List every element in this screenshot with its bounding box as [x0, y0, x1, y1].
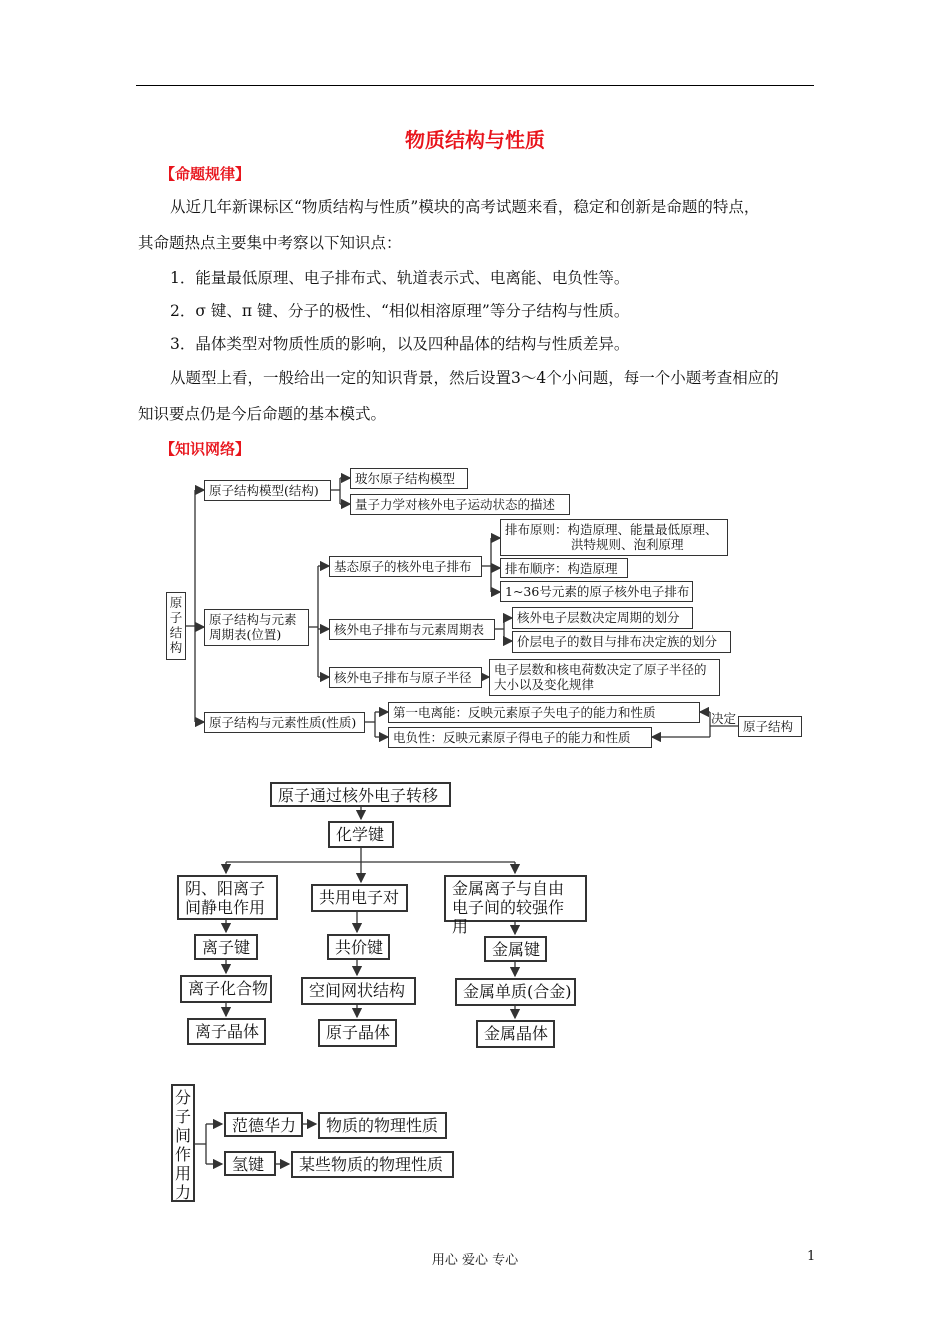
outro-line-2: 知识要点仍是今后命题的基本模式。: [138, 405, 387, 423]
periodic-table-box: 原子结构与元素周期表(位置): [204, 609, 309, 646]
intro-line-2: 其命题热点主要集中考察以下知识点：: [138, 234, 402, 252]
radius-desc-box: [489, 659, 720, 696]
atom-structure-box: 原子结构: [738, 716, 802, 737]
decide-label: 决定: [711, 711, 737, 726]
intermolecular-force-root: 分子间作用力: [171, 1084, 195, 1202]
ionic-bond-box: 离子键: [194, 934, 258, 960]
chemical-bond-box: 化学键: [328, 821, 394, 848]
quantum-box: 量子力学对核外电子运动状态的描述: [350, 494, 570, 515]
electron-transfer-box: 原子通过核外电子转移: [270, 782, 451, 807]
atom-structure-root: 原子结构: [166, 592, 186, 660]
electronegativity-box: 电负性：反映元素原子得电子的能力和性质: [388, 727, 652, 748]
element-range-box: 1~36号元素的原子核外电子排布: [500, 581, 693, 602]
layers-box: 核外电子层数决定周期的划分: [512, 607, 693, 629]
ionic-compound-box: 离子化合物: [180, 975, 272, 1003]
arrangement-order-box: 排布顺序：构造原理: [500, 558, 628, 578]
metal-crystal-box: 金属晶体: [476, 1020, 555, 1048]
ground-state-box: 基态原子的核外电子排布: [329, 556, 482, 577]
covalent-cause-box: 共用电子对: [311, 884, 408, 912]
network-structure-box: 空间网状结构: [301, 977, 416, 1005]
physical-property-box: 物质的物理性质: [318, 1112, 447, 1139]
properties-box: 原子结构与元素性质(性质): [204, 712, 365, 733]
ionic-crystal-box: 离子晶体: [187, 1018, 266, 1045]
point-1: 1．能量最低原理、电子排布式、轨道表示式、电离能、电负性等。: [170, 269, 630, 287]
ionization-box: 第一电离能：反映元素原子失电子的能力和性质: [388, 702, 700, 723]
bohr-model-box: 玻尔原子结构模型: [350, 468, 468, 489]
page-title: 物质结构与性质: [405, 128, 545, 152]
metal-substance-box: 金属单质(合金): [455, 978, 576, 1006]
valence-box: 价层电子的数目与排布决定族的划分: [512, 631, 731, 653]
outro-line-1: 从题型上看，一般给出一定的知识背景，然后设置3～4个小问题，每一个小题考查相应的: [170, 369, 779, 387]
period-link-box: 核外电子排布与元素周期表: [329, 619, 495, 640]
atomic-crystal-box: 原子晶体: [318, 1019, 397, 1047]
intro-line-1: 从近几年新课标区“物质结构与性质”模块的高考试题来看，稳定和创新是命题的特点，: [170, 198, 760, 216]
radius-box: 核外电子排布与原子半径: [329, 667, 482, 688]
atom-model-box: 原子结构模型(结构): [204, 480, 331, 501]
rules-line-1: 排布原则：构造原理、能量最低原理、: [505, 522, 718, 537]
radius-desc-line-2: 大小以及变化规律: [494, 677, 595, 692]
section-heading-rules: 【命题规律】: [160, 165, 251, 183]
metal-cause-box: 金属离子与自由电子间的较强作用: [444, 875, 587, 922]
covalent-bond-box: 共价键: [327, 934, 390, 960]
point-3: 3．晶体类型对物质性质的影响，以及四种晶体的结构与性质差异。: [170, 335, 630, 353]
point-2: 2．σ 键、π 键、分子的极性、“相似相溶原理”等分子结构与性质。: [170, 302, 630, 320]
radius-desc-line-1: 电子层数和核电荷数决定了原子半径的: [494, 662, 707, 677]
footer-text: 用心 爱心 专心: [431, 1253, 519, 1268]
van-der-waals-box: 范德华力: [224, 1112, 303, 1137]
rules-line-2: 洪特规则、泡利原理: [571, 537, 684, 552]
page-number: 1: [807, 1249, 816, 1264]
ionic-cause-box: 阴、阳离子间静电作用: [177, 875, 278, 920]
section-heading-network: 【知识网络】: [160, 440, 251, 458]
metal-bond-box: 金属键: [484, 936, 547, 962]
arrangement-rules-box: [500, 519, 728, 556]
hydrogen-bond-box: 氢键: [224, 1151, 276, 1176]
some-physical-property-box: 某些物质的物理性质: [291, 1151, 454, 1178]
